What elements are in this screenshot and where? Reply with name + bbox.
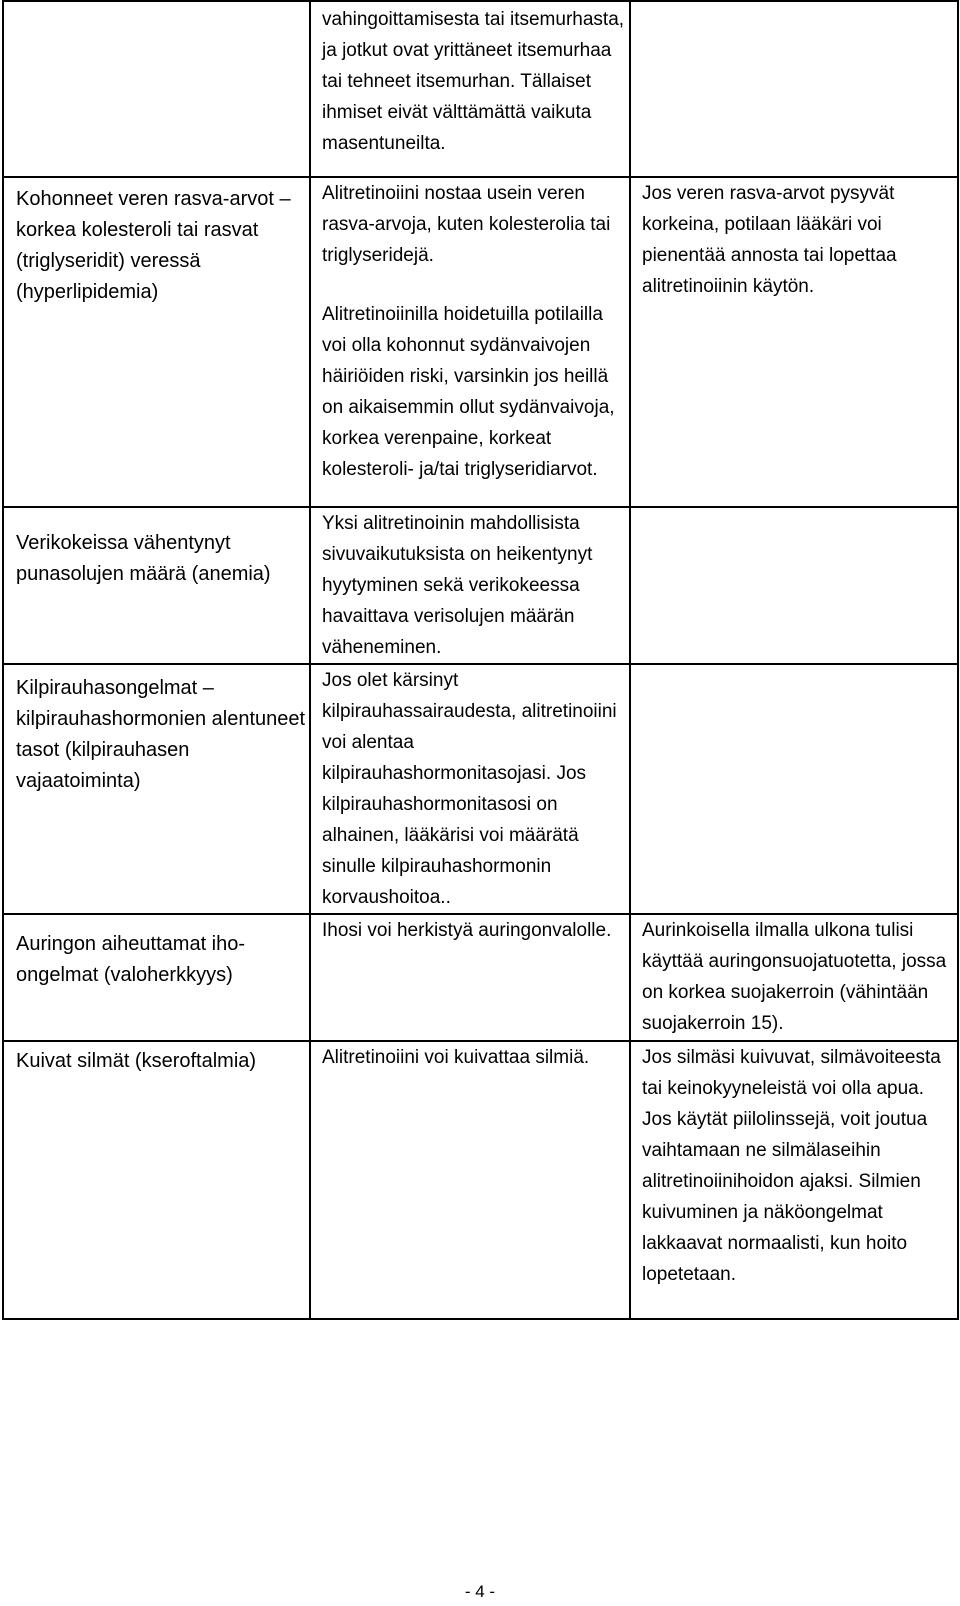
description-text: vahingoittamisesta tai itsemurhasta, ja jotkut ovat yrittäneet itsemurhaa tai tehneet itsemurhan. Tällaiset ihmiset eivät välttämättä vaikuta masentuneilta. xyxy=(322,9,625,154)
table-row xyxy=(3,177,958,507)
side-effect-cell xyxy=(3,1,310,177)
description-text: Yksi alitretinoinin mahdollisista sivuvaikutuksista on heikentynyt hyytyminen sekä verikokeessa havaittava verisolujen määrän väheneminen. xyxy=(322,513,593,658)
description-text: Ihosi voi herkistyä auringonvalolle. xyxy=(322,920,612,941)
description-cell xyxy=(310,507,630,664)
advice-text: Jos silmäsi kuivuvat, silmävoiteesta tai keinokyyneleistä voi olla apua. Jos käytät piilolinssejä, voit joutua vaihtamaan ne silmälaseihin alitretinoiinihoidon ajaksi. Silmien kuivuminen ja näköongelmat lakkaavat normaalisti, kun hoito lopetetaan. xyxy=(642,1047,941,1285)
table-row xyxy=(3,664,958,914)
description-cell xyxy=(310,664,630,914)
side-effect-text: Verikokeissa vähentynyt punasolujen määrä (anemia) xyxy=(16,532,271,585)
side-effect-text: Kilpirauhasongelmat – kilpirauhashormonien alentuneet tasot (kilpirauhasen vajaatoiminta) xyxy=(16,677,306,792)
description-cell xyxy=(310,914,630,1041)
description-text: Alitretinoiini voi kuivattaa silmiä. xyxy=(322,1047,590,1068)
advice-cell xyxy=(630,177,958,507)
advice-text: Aurinkoisella ilmalla ulkona tulisi käyttää auringonsuojatuotetta, jossa on korkea suojakerroin (vähintään suojakerroin 15). xyxy=(642,920,947,1034)
table-row xyxy=(3,1,958,177)
side-effect-text: Kuivat silmät (kseroftalmia) xyxy=(16,1050,257,1072)
description-cell xyxy=(310,1,630,177)
advice-cell xyxy=(630,507,958,664)
side-effect-text: Auringon aiheuttamat iho-ongelmat (valoherkkyys) xyxy=(16,933,246,986)
side-effect-cell xyxy=(3,507,310,664)
side-effect-text: Kohonneet veren rasva-arvot – korkea kolesteroli tai rasvat (triglyseridit) veressä (hyperlipidemia) xyxy=(16,188,291,303)
advice-cell xyxy=(630,1041,958,1319)
description-cell xyxy=(310,1041,630,1319)
side-effects-table xyxy=(2,0,959,1320)
advice-cell xyxy=(630,1,958,177)
description-text-2: Alitretinoiinilla hoidetuilla potilailla voi olla kohonnut sydänvaivojen häiriöiden riski, varsinkin jos heillä on aikaisemmin ollut sydänvaivoja, korkea verenpaine, korkeat kolesteroli- ja/tai triglyseridiarvot. xyxy=(322,304,615,480)
description-text: Jos olet kärsinyt kilpirauhassairaudesta, alitretinoiini voi alentaa kilpirauhashormonitasojasi. Jos kilpirauhashormonitasosi on alhainen, lääkärisi voi määrätä sinulle kilpirauhashormonin korvaushoitoa.. xyxy=(322,670,617,908)
table-row xyxy=(3,914,958,1041)
table-row xyxy=(3,507,958,664)
side-effect-cell xyxy=(3,1041,310,1319)
side-effect-cell xyxy=(3,177,310,507)
side-effect-cell xyxy=(3,664,310,914)
advice-text: Jos veren rasva-arvot pysyvät korkeina, potilaan lääkäri voi pienentää annosta tai lopettaa alitretinoiinin käytön. xyxy=(642,183,897,297)
description-cell xyxy=(310,177,630,507)
description-text: Alitretinoiini nostaa usein veren rasva-arvoja, kuten kolesterolia tai triglyseridejä. xyxy=(322,183,611,266)
table-row xyxy=(3,1041,958,1319)
side-effect-cell xyxy=(3,914,310,1041)
advice-cell xyxy=(630,664,958,914)
page-number: - 4 - xyxy=(464,1582,496,1601)
advice-cell xyxy=(630,914,958,1041)
